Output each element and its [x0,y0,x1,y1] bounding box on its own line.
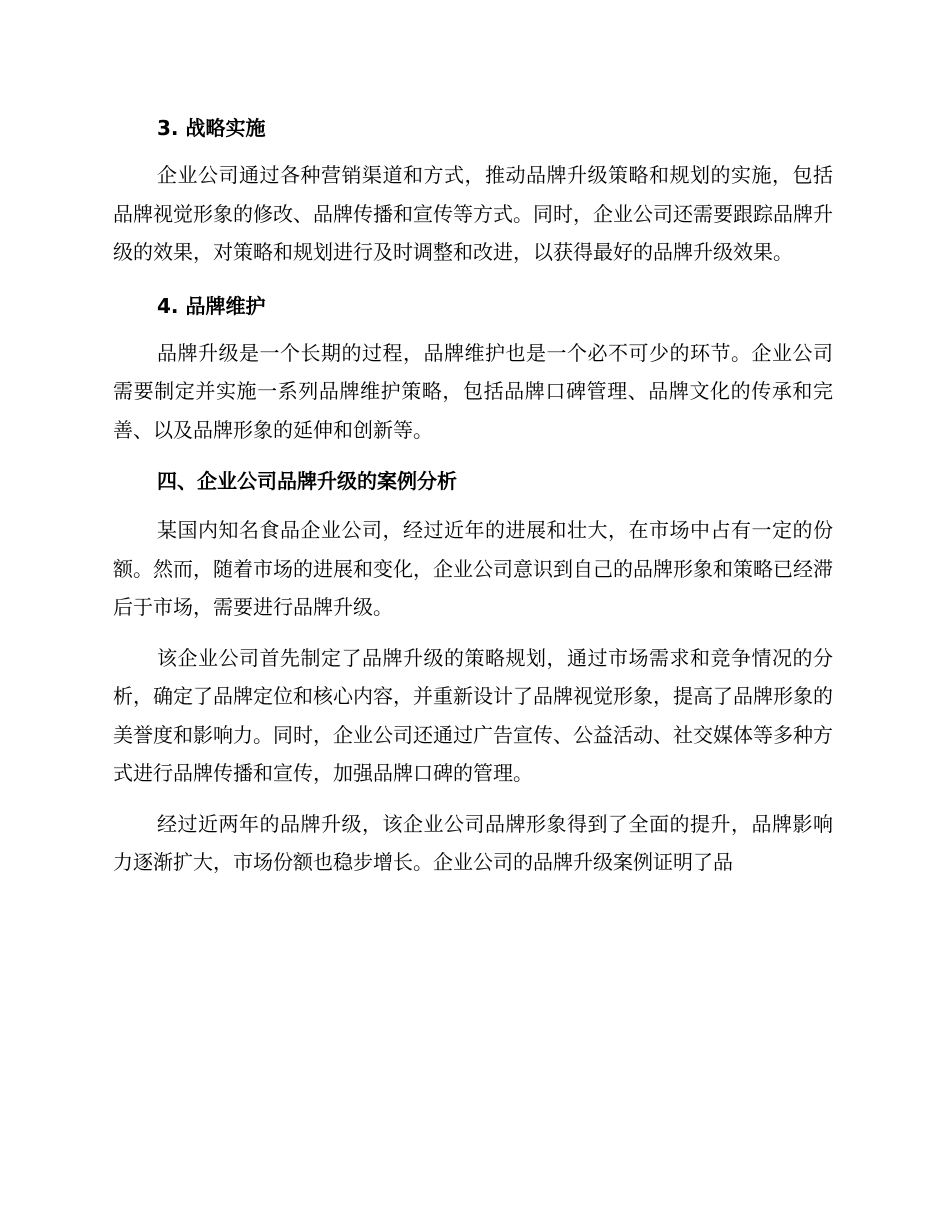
section-heading-strategy-implementation: 3. 战略实施 [157,116,266,140]
section-heading-brand-maintenance: 4. 品牌维护 [157,293,266,318]
paragraph-case-strategy: 该企业公司首先制定了品牌升级的策略规划，通过市场需求和竞争情况的分析，确定了品牌定位和核心内容，并重新设计了品牌视觉形象，提高了品牌形象的美誉度和影响力。同时，企业公司还通过广告宣传、公益活动、社交媒体等多种方式进行品牌传播和宣传，加强品牌口碑的管理。 [113,645,833,785]
paragraph-case-intro: 某国内知名食品企业公司，经过近年的进展和壮大，在市场中占有一定的份额。然而，随着市场的进展和变化，企业公司意识到自己的品牌形象和策略已经滞后于市场，需要进行品牌升级。 [113,518,833,619]
section-heading-case-analysis: 四、企业公司品牌升级的案例分析 [157,469,457,493]
paragraph-case-result: 经过近两年的品牌升级，该企业公司品牌形象得到了全面的提升，品牌影响力逐渐扩大，市场份额也稳步增长。企业公司的品牌升级案例证明了品 [113,811,833,874]
paragraph-strategy-implementation: 企业公司通过各种营销渠道和方式，推动品牌升级策略和规划的实施，包括品牌视觉形象的修改、品牌传播和宣传等方式。同时，企业公司还需要跟踪品牌升级的效果，对策略和规划进行及时调整和改进，以获得最好的品牌升级效果。 [113,163,833,264]
paragraph-brand-maintenance: 品牌升级是一个长期的过程，品牌维护也是一个必不可少的环节。企业公司需要制定并实施一系列品牌维护策略，包括品牌口碑管理、品牌文化的传承和完善、以及品牌形象的延伸和创新等。 [113,340,833,442]
document-body [113,108,833,882]
